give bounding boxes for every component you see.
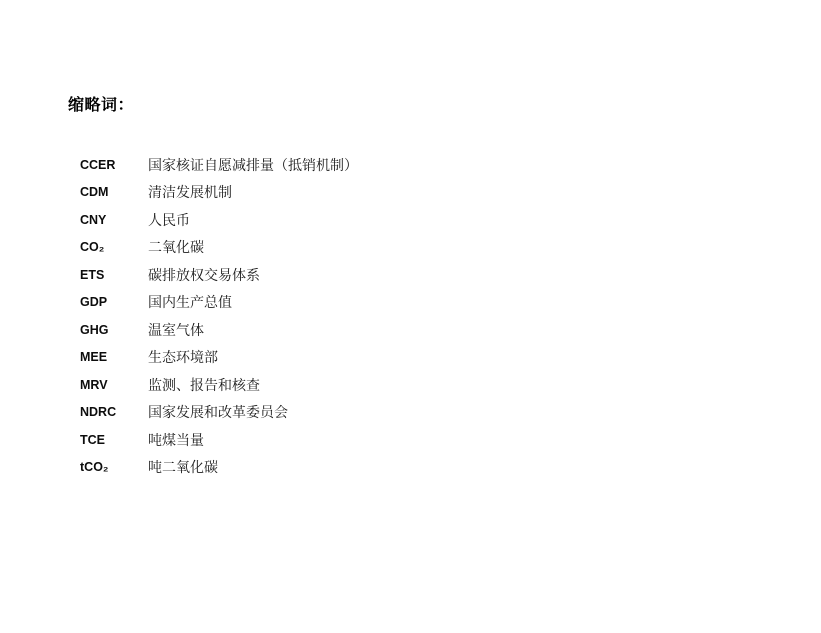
abbreviation-definition: 二氧化碳 [148,240,204,257]
abbreviation-row [80,344,720,372]
abbreviation-definition: 吨煤当量 [148,432,204,449]
abbreviation-code: GHG [80,322,109,337]
abbreviation-code: CNY [80,212,107,227]
abbreviation-code: CO₂ [80,240,105,255]
abbreviation-row [80,179,720,207]
abbreviation-definition: 清洁发展机制 [148,185,232,202]
abbreviation-code: NDRC [80,405,117,420]
abbreviation-row [80,316,720,344]
abbreviation-row [80,371,720,399]
abbreviation-row [80,289,720,317]
abbreviation-code: MRV [80,377,108,392]
abbreviation-row [80,399,720,427]
abbreviation-code: tCO₂ [80,460,109,475]
abbreviation-code: CCER [80,157,116,172]
abbreviation-definition: 国内生产总值 [148,295,232,312]
abbreviation-row [80,206,720,234]
abbreviation-definition: 人民币 [148,212,190,229]
page-title: 缩略词： [68,97,135,114]
abbreviation-row [80,151,720,179]
abbreviation-row [80,261,720,289]
abbreviation-list [80,151,720,481]
abbreviation-code: ETS [80,267,105,282]
abbreviation-code: TCE [80,432,105,447]
abbreviation-definition: 国家核证自愿减排量（抵销机制） [148,157,358,174]
abbreviation-row [80,454,720,482]
abbreviation-definition: 吨二氧化碳 [148,460,218,477]
abbreviation-definition: 监测、报告和核查 [148,377,260,394]
abbreviation-row [80,426,720,454]
abbreviation-definition: 生态环境部 [148,350,218,367]
abbreviation-definition: 国家发展和改革委员会 [148,405,288,422]
abbreviation-definition: 温室气体 [148,322,204,339]
abbreviation-definition: 碳排放权交易体系 [148,267,260,284]
abbreviation-code: CDM [80,185,109,200]
abbreviation-code: MEE [80,350,108,365]
abbreviation-row [80,234,720,262]
abbreviation-code: GDP [80,295,108,310]
